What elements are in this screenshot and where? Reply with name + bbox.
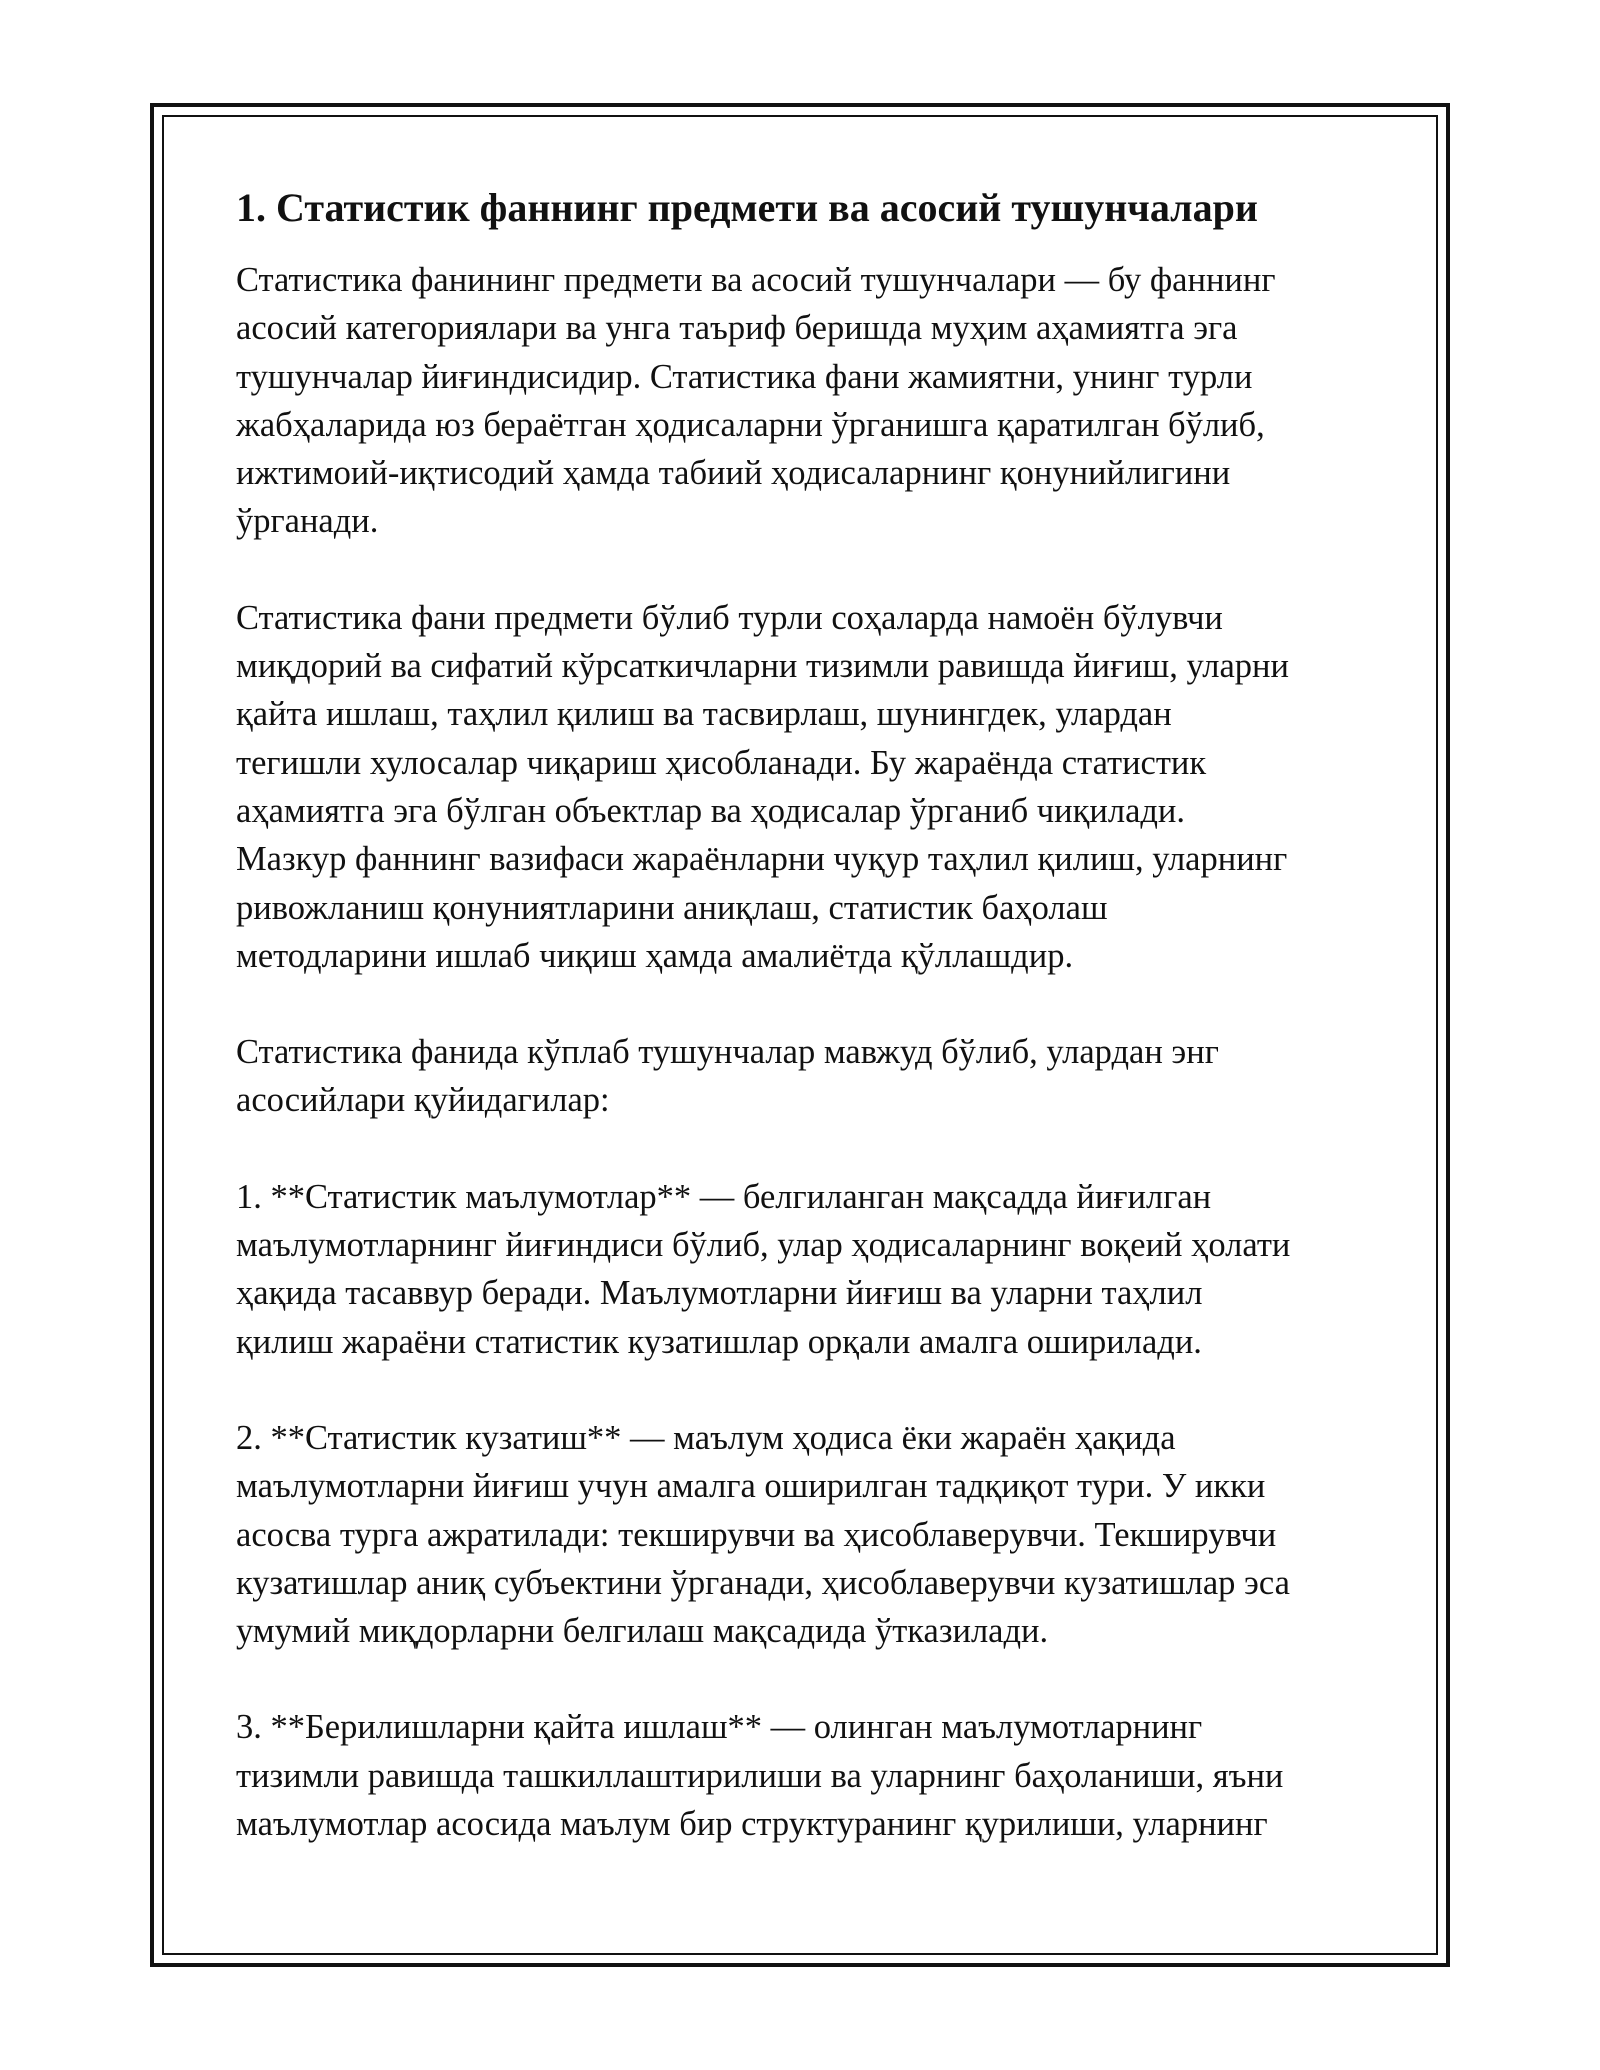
- paragraph-intro: Статистика фанининг предмети ва асосий тушунчалари — бу фаннинг асосий категориялари ва унга таъриф беришда муҳим аҳамиятга эга тушунчалар йиғиндисидир. Статистика фани жамиятни, унинг турли жабҳаларида юз бераётган ҳодисаларни ўрганишга қаратилган бўлиб, ижтимоий-иқтисодий ҳамда табиий ҳодисаларнинг қонунийлигини ўрганади.: [236, 261, 1276, 541]
- paragraph-subject: Статистика фани предмети бўлиб турли соҳаларда намоён бўлувчи миқдорий ва сифатий кўрсаткичларни тизимли равишда йиғиш, уларни қайта ишлаш, таҳлил қилиш ва тасвирлаш, шунингдек, улардан тегишли хулосалар чиқариш ҳисобланади. Бу жараёнда статистик аҳамиятга эга бўлган объектлар ва ҳодисалар ўрганиб чиқилади. Мазкур фаннинг вазифаси жараёнларни чуқур таҳлил қилиш, уларнинг ривожланиш қонуниятларини аниқлаш, статистик баҳолаш методларини ишлаб чиқиш ҳамда амалиётда қўллашдир.: [236, 598, 1289, 975]
- list-item-data-processing: 3. **Берилишларни қайта ишлаш** — олинган маълумотларнинг тизимли равишда ташкиллаштирилиши ва уларнинг баҳоланиши, яъни маълумотлар асосида маълум бир структуранинг қурилиши, уларнинг: [236, 1708, 1284, 1844]
- list-item-statistical-observation: 2. **Статистик кузатиш** — маълум ҳодиса ёки жараён ҳақида маълумотларни йиғиш учун амалга оширилган тадқиқот тури. У икки асосва турга ажратилади: текширувчи ва ҳисоблаверувчи. Текширувчи кузатишлар аниқ субъектини ўрганади, ҳисоблаверувчи кузатишлар эса умумий миқдорларни белгилаш мақсадида ўтказилади.: [236, 1418, 1290, 1651]
- list-item-statistical-data: 1. **Статистик маълумотлар** — белгиланган мақсадда йиғилган маълумотларнинг йиғиндиси бўлиб, улар ҳодисаларнинг воқеий ҳолати ҳақида тасаввур беради. Маълумотларни йиғиш ва уларни таҳлил қилиш жараёни статистик кузатишлар орқали амалга оширилади.: [236, 1177, 1291, 1361]
- document-body: [236, 184, 1386, 1896]
- paragraph-concepts-intro: Статистика фанида кўплаб тушунчалар мавжуд бўлиб, улардан энг асосийлари қуйидагилар:: [236, 1033, 1219, 1120]
- document-title: 1. Статистик фаннинг предмети ва асосий тушунчалари: [236, 185, 1258, 230]
